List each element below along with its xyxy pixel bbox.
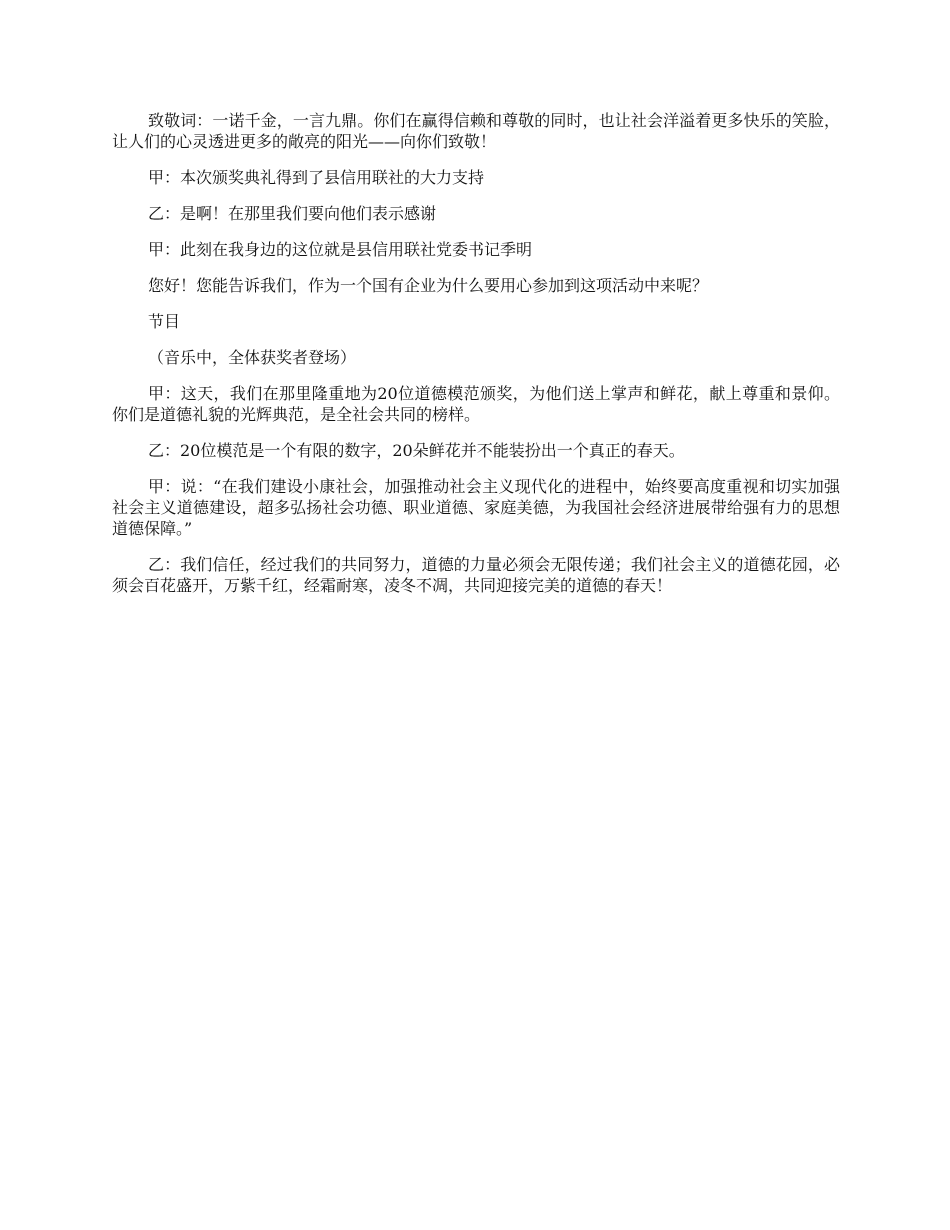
- interview-question: 您好！您能告诉我们，作为一个国有企业为什么要用心参加到这项活动中来呢？: [148, 276, 709, 295]
- dialogue-line-jia-quote: 甲：说：“在我们建设小康社会，加强推动社会主义现代化的进程中，始终要高度重视和切实加强社会主义道德建设，超多弘扬社会功德、职业道德、家庭美德，为我国社会经济进展带给强有力的思想道德保障。”: [112, 477, 840, 538]
- dialogue-line-yi-models: 乙：20位模范是一个有限的数字，20朵鲜花并不能装扮出一个真正的春天。: [148, 441, 685, 460]
- dialogue-line-jia-support: 甲：本次颁奖典礼得到了县信用联社的大力支持: [148, 168, 485, 187]
- dialogue-line-yi-closing: 乙：我们信任，经过我们的共同努力，道德的力量必须会无限传递；我们社会主义的道德花园，必须会百花盛开，万紫千红，经霜耐寒，凌冬不凋，共同迎接完美的道德的春天！: [112, 555, 840, 595]
- dialogue-line-jia-introduction: 甲：此刻在我身边的这位就是县信用联社党委书记季明: [148, 240, 533, 259]
- dialogue-line-jia-award: 甲：这天，我们在那里隆重地为20位道德模范颁奖，为他们送上掌声和鲜花，献上尊重和景仰。你们是道德礼貌的光辉典范，是全社会共同的榜样。: [112, 384, 840, 424]
- dialogue-line-yi-thanks: 乙：是啊！在那里我们要向他们表示感谢: [148, 204, 437, 223]
- program-heading: 节目: [148, 312, 181, 331]
- stage-direction: （音乐中，全体获奖者登场）: [148, 348, 357, 367]
- document-body: [112, 110, 840, 611]
- tribute-paragraph: 致敬词：一诺千金，一言九鼎。你们在赢得信赖和尊敬的同时，也让社会洋溢着更多快乐的笑脸，让人们的心灵透进更多的敞亮的阳光——向你们致敬！: [112, 111, 840, 151]
